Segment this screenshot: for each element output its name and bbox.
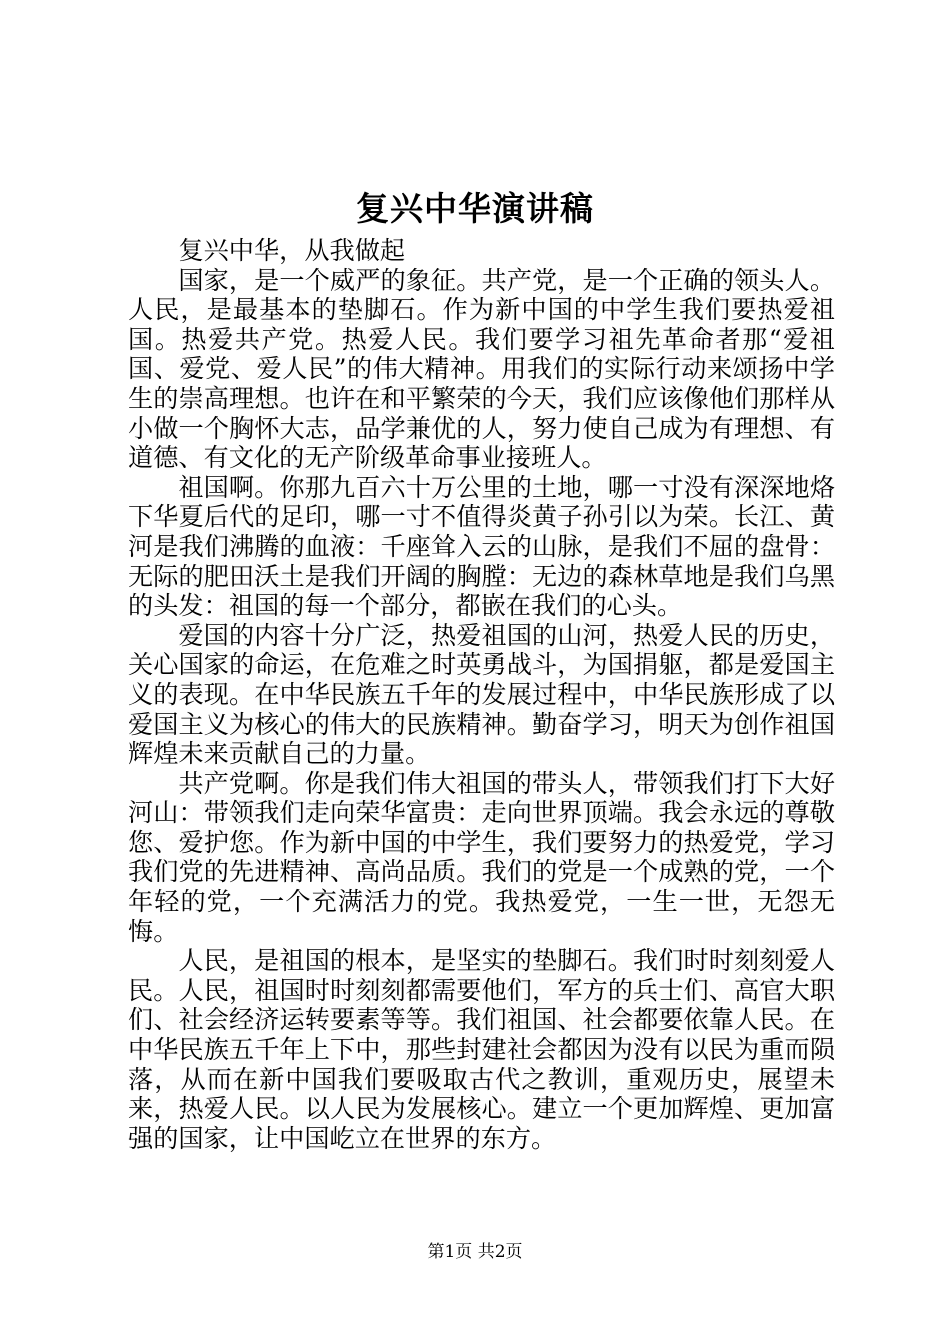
paragraph: 祖国啊。你那九百六十万公里的土地，哪一寸没有深深地烙下华夏后代的足印，哪一寸不值得炎黄子孙引以为荣。长江、黄河是我们沸腾的血液：千座耸入云的山脉，是我们不屈的盘骨：无际的肥田沃土是我们开阔的胸膛：无边的森林草地是我们乌黑的头发：祖国的每一个部分，都嵌在我们的心头。 [128, 472, 835, 621]
page-number-footer: 第1页 共2页 [427, 1242, 523, 1262]
paragraph: 国家，是一个威严的象征。共产党，是一个正确的领头人。人民，是最基本的垫脚石。作为新中国的中学生我们要热爱祖国。热爱共产党。热爱人民。我们要学习祖先革命者那“爱祖国、爱党、爱人民”的伟大精神。用我们的实际行动来颂扬中学生的崇高理想。也许在和平繁荣的今天，我们应该像他们那样从小做一个胸怀大志，品学兼优的人，努力使自己成为有理想、有道德、有文化的无产阶级革命事业接班人。 [128, 265, 835, 473]
document-body [128, 236, 835, 1153]
document-title: 复兴中华演讲稿 [356, 189, 594, 228]
paragraph-subtitle: 复兴中华，从我做起 [178, 236, 406, 265]
paragraph: 人民，是祖国的根本，是坚实的垫脚石。我们时时刻刻爱人民。人民，祖国时时刻刻都需要他们，军方的兵士们、高官大职们、社会经济运转要素等等。我们祖国、社会都要依靠人民。在中华民族五千年上下中，那些封建社会都因为没有以民为重而陨落，从而在新中国我们要吸取古代之教训，重观历史，展望未来，热爱人民。以人民为发展核心。建立一个更加辉煌、更加富强的国家，让中国屹立在世界的东方。 [128, 946, 835, 1153]
paragraph: 共产党啊。你是我们伟大祖国的带头人，带领我们打下大好河山：带领我们走向荣华富贵：走向世界顶端。我会永远的尊敬您、爱护您。作为新中国的中学生，我们要努力的热爱党，学习我们党的先进精神、高尚品质。我们的党是一个成熟的党，一个年轻的党，一个充满活力的党。我热爱党，一生一世，无怨无悔。 [128, 768, 835, 946]
paragraph: 爱国的内容十分广泛，热爱祖国的山河，热爱人民的历史，关心国家的命运，在危难之时英勇战斗，为国捐躯，都是爱国主义的表现。在中华民族五千年的发展过程中，中华民族形成了以爱国主义为核心的伟大的民族精神。勤奋学习，明天为创作祖国辉煌未来贡献自己的力量。 [128, 620, 835, 769]
